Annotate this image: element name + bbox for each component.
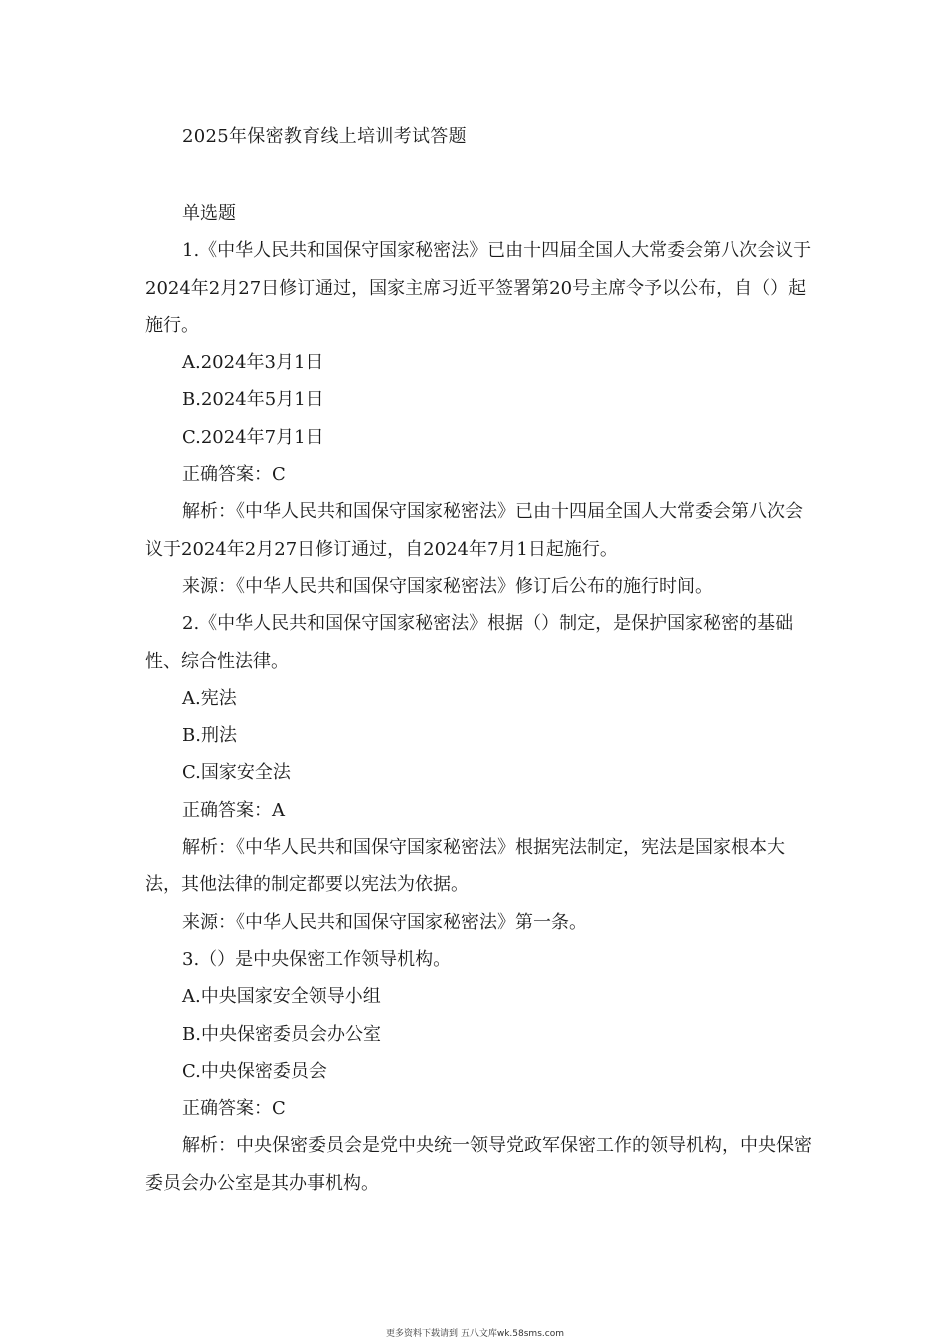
question-option: A.2024年3月1日	[182, 352, 324, 374]
question-option: B.中央保密委员会办公室	[182, 1023, 381, 1045]
correct-answer: 正确答案：A	[182, 799, 285, 821]
answer-source: 来源：《中华人民共和国保守国家秘密法》第一条。	[182, 911, 587, 933]
answer-source: 来源：《中华人民共和国保守国家秘密法》修订后公布的施行时间。	[182, 575, 713, 597]
answer-analysis: 解析：《中华人民共和国保守国家秘密法》已由十四届全国人大常委会第八次会议于2024年2月27日修订通过，自2024年7月1日起施行。	[145, 501, 803, 560]
question-option: A.中央国家安全领导小组	[182, 986, 381, 1008]
question-stem: 2.《中华人民共和国保守国家秘密法》根据（）制定，是保护国家秘密的基础性、综合性法律。	[145, 613, 794, 672]
answer-analysis: 解析：中央保密委员会是党中央统一领导党政军保密工作的领导机构，中央保密委员会办公室是其办事机构。	[145, 1135, 812, 1194]
question-option: B.2024年5月1日	[182, 389, 324, 411]
answer-analysis: 解析：《中华人民共和国保守国家秘密法》根据宪法制定，宪法是国家根本大法，其他法律的制定都要以宪法为依据。	[145, 837, 785, 896]
question-option: A.宪法	[182, 687, 237, 709]
document-body	[145, 195, 815, 1202]
question-option: C.国家安全法	[182, 762, 291, 784]
question-option: C.中央保密委员会	[182, 1060, 327, 1082]
section-heading: 单选题	[182, 203, 236, 224]
question-option: B.刑法	[182, 725, 237, 747]
correct-answer: 正确答案：C	[182, 464, 286, 486]
question-stem: 1.《中华人民共和国保守国家秘密法》已由十四届全国人大常委会第八次会议于2024年2月27日修订通过，国家主席习近平签署第20号主席令予以公布，自（）起施行。	[145, 240, 812, 336]
question-option: C.2024年7月1日	[182, 426, 324, 448]
page-footer: 更多资料下载请到 五八文库wk.58sms.com	[386, 1329, 564, 1339]
question-stem: 3.（）是中央保密工作领导机构。	[182, 948, 452, 970]
document-title: 2025年保密教育线上培训考试答题	[182, 126, 467, 147]
correct-answer: 正确答案：C	[182, 1098, 286, 1120]
